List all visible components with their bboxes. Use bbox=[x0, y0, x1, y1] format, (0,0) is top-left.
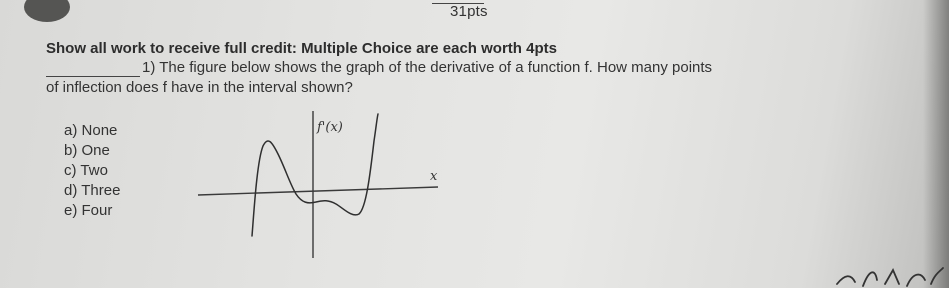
choice-c bbox=[64, 161, 120, 181]
answer-choices bbox=[64, 121, 120, 221]
choice-letter: b) bbox=[64, 142, 78, 159]
choice-letter: d) bbox=[64, 182, 78, 199]
binder-hole bbox=[24, 0, 70, 22]
handwritten-scribble bbox=[835, 262, 945, 288]
x-axis-label: x bbox=[430, 169, 438, 184]
page-edge-shadow bbox=[923, 0, 949, 288]
points-total: 31pts bbox=[450, 3, 488, 20]
x-axis bbox=[198, 187, 438, 195]
choice-letter: c) bbox=[64, 162, 77, 179]
instructions: Show all work to receive full credit: Multiple Choice are each worth 4pts bbox=[46, 40, 557, 57]
choice-text: Two bbox=[80, 162, 108, 179]
question-text-line-1: 1) The figure below shows the graph of the derivative of a function f. How many points bbox=[142, 59, 713, 76]
choice-b bbox=[64, 141, 120, 161]
derivative-graph bbox=[196, 106, 456, 266]
answer-blank bbox=[46, 76, 140, 77]
choice-letter: a) bbox=[64, 122, 78, 139]
derivative-curve bbox=[252, 114, 378, 236]
choice-text: None bbox=[81, 122, 118, 139]
choice-text: Four bbox=[81, 202, 113, 219]
choice-e bbox=[64, 201, 120, 221]
choice-text: One bbox=[81, 142, 110, 159]
choice-letter: e) bbox=[64, 202, 78, 219]
question-text-line-2: of inflection does f have in the interval shown? bbox=[46, 79, 353, 96]
choice-text: Three bbox=[81, 182, 121, 199]
choice-d bbox=[64, 181, 120, 201]
choice-a bbox=[64, 121, 120, 141]
y-axis-label: f'(x) bbox=[317, 120, 343, 135]
